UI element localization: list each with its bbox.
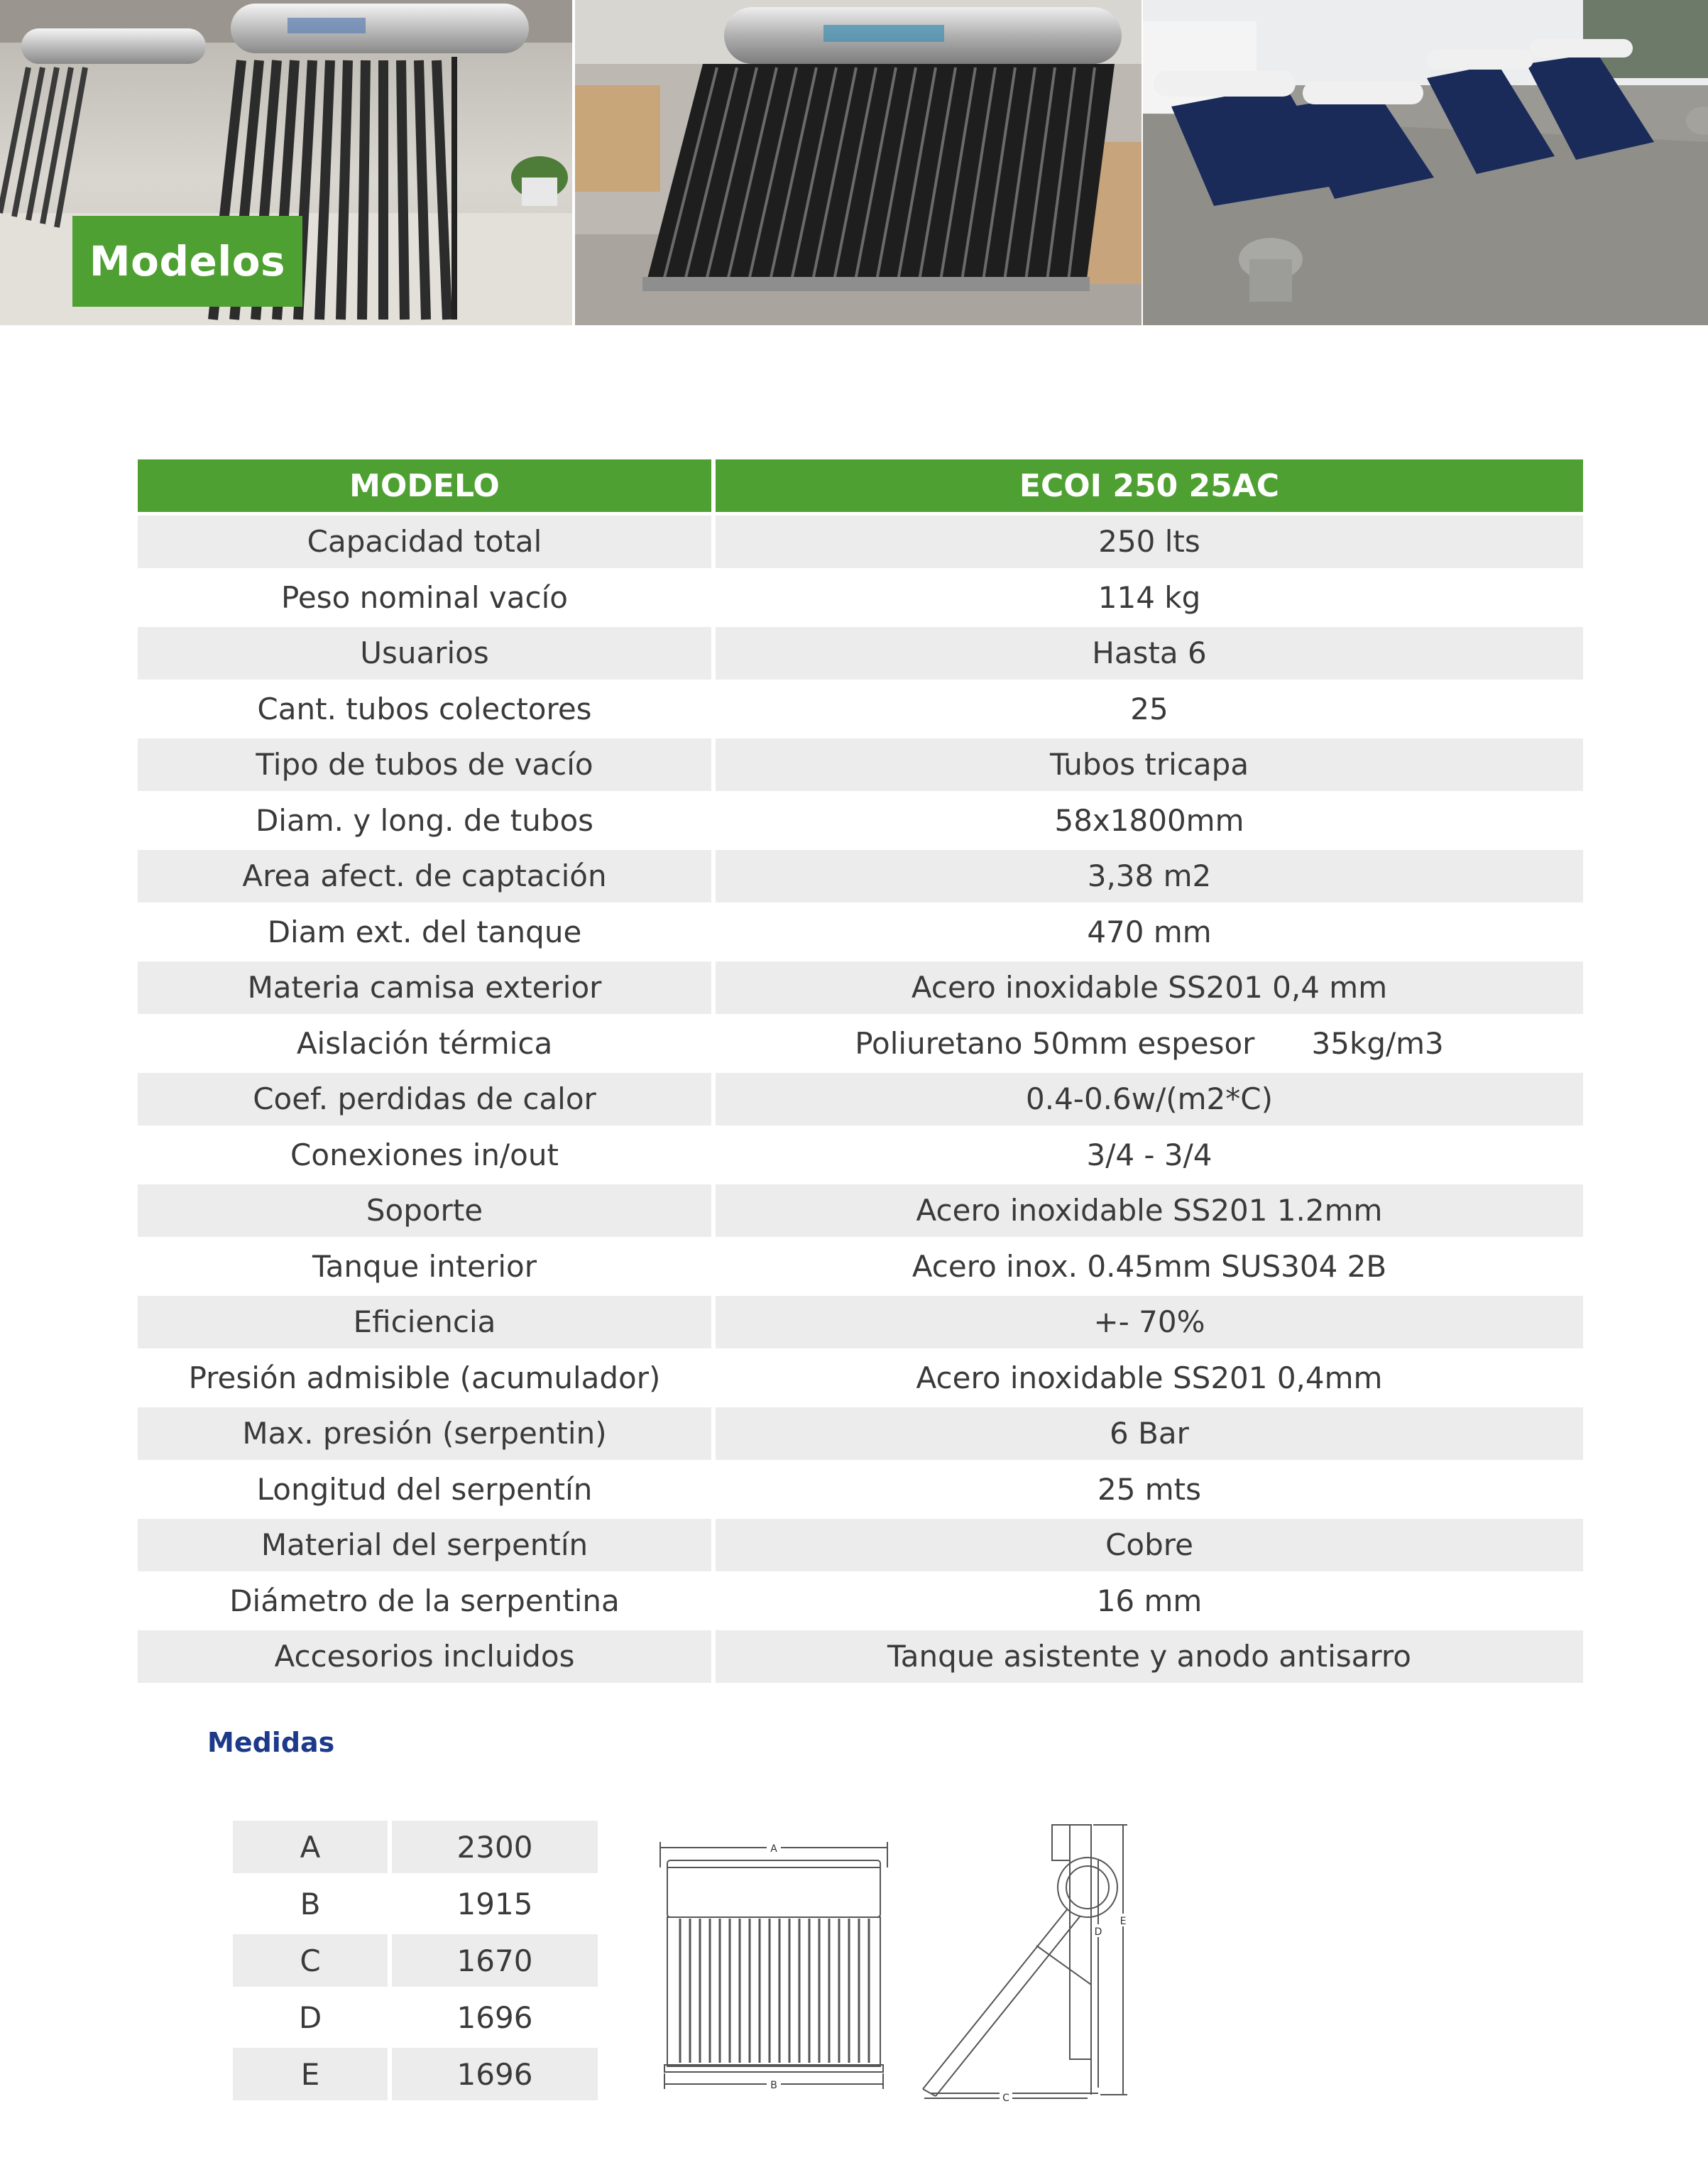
spec-label: Aislación térmica bbox=[296, 1025, 553, 1061]
table-row bbox=[138, 1073, 1583, 1129]
table-row bbox=[138, 905, 1583, 961]
table-row bbox=[138, 627, 1583, 683]
dimension-key: A bbox=[233, 1821, 388, 1873]
spec-label: Tanque interior bbox=[312, 1248, 537, 1284]
spec-value: Acero inoxidable SS201 1.2mm bbox=[716, 1184, 1583, 1237]
spec-value: 3/4 - 3/4 bbox=[1086, 1137, 1212, 1172]
table-row bbox=[138, 850, 1583, 906]
spec-label: Soporte bbox=[138, 1184, 711, 1237]
front-view-diagram bbox=[653, 1839, 894, 2102]
table-row bbox=[138, 1463, 1583, 1519]
table-row bbox=[138, 1240, 1583, 1296]
dimension-key: E bbox=[233, 2048, 388, 2100]
section-title-badge: Modelos bbox=[72, 216, 302, 307]
spec-value: 0.4-0.6w/(m2*C) bbox=[716, 1073, 1583, 1125]
spec-value: 58x1800mm bbox=[1054, 802, 1244, 838]
spec-value: 250 lts bbox=[716, 516, 1583, 568]
spec-value: Tubos tricapa bbox=[716, 738, 1583, 791]
spec-value: 114 kg bbox=[1097, 579, 1201, 615]
table-row bbox=[138, 1128, 1583, 1184]
spec-label: Coef. perdidas de calor bbox=[138, 1073, 711, 1125]
spec-label: Usuarios bbox=[138, 627, 711, 680]
dimension-key: C bbox=[233, 1934, 388, 1987]
table-row bbox=[233, 2048, 598, 2105]
spec-label: Diam ext. del tanque bbox=[267, 914, 582, 949]
spec-value: Acero inox. 0.45mm SUS304 2B bbox=[912, 1248, 1387, 1284]
table-row bbox=[138, 794, 1583, 850]
medidas-title: Medidas bbox=[207, 1727, 335, 1758]
solar-heater-warehouse-photo bbox=[575, 0, 1142, 325]
spec-label: Longitud del serpentín bbox=[256, 1471, 593, 1507]
dimension-label-e: E bbox=[1119, 1916, 1127, 1927]
spec-value: 25 bbox=[1130, 691, 1168, 726]
table-row bbox=[138, 1296, 1583, 1352]
spec-label: Diámetro de la serpentina bbox=[229, 1583, 620, 1618]
spec-value: 470 mm bbox=[1087, 914, 1212, 949]
table-row bbox=[138, 1351, 1583, 1407]
spec-value: 6 Bar bbox=[716, 1407, 1583, 1460]
spec-label: Material del serpentín bbox=[138, 1519, 711, 1571]
spec-label: Eficiencia bbox=[138, 1296, 711, 1348]
spec-header-label: MODELO bbox=[138, 459, 711, 512]
dimension-label-b: B bbox=[770, 2080, 777, 2091]
side-view-diagram bbox=[910, 1818, 1166, 2102]
spec-label: Conexiones in/out bbox=[290, 1137, 559, 1172]
table-row bbox=[138, 738, 1583, 795]
table-row bbox=[233, 1877, 598, 1934]
table-row bbox=[138, 1184, 1583, 1240]
spec-value: +- 70% bbox=[716, 1296, 1583, 1348]
table-row bbox=[233, 1991, 598, 2048]
spec-value: 3,38 m2 bbox=[716, 850, 1583, 902]
dimension-value: 1670 bbox=[392, 1934, 598, 1987]
spec-label: Accesorios incluidos bbox=[138, 1630, 711, 1683]
spec-label: Max. presión (serpentin) bbox=[138, 1407, 711, 1460]
table-row bbox=[138, 1519, 1583, 1575]
spec-value: 25 mts bbox=[1097, 1471, 1202, 1507]
dimension-label-d: D bbox=[1094, 1926, 1102, 1938]
solar-heater-rooftop-photo bbox=[1143, 0, 1708, 325]
spec-table-header bbox=[138, 457, 1583, 516]
spec-value: 16 mm bbox=[1096, 1583, 1203, 1618]
dimension-key: B bbox=[300, 1886, 321, 1921]
table-row bbox=[138, 1017, 1583, 1073]
spec-table bbox=[138, 457, 1583, 1686]
dimension-label-a: A bbox=[770, 1843, 777, 1855]
spec-label: Materia camisa exterior bbox=[138, 961, 711, 1014]
table-row bbox=[138, 1407, 1583, 1463]
dimension-value: 2300 bbox=[392, 1821, 598, 1873]
dimension-value: 1696 bbox=[456, 2000, 533, 2035]
table-row bbox=[138, 571, 1583, 627]
spec-label: Capacidad total bbox=[138, 516, 711, 568]
table-row bbox=[138, 961, 1583, 1018]
spec-label: Diam. y long. de tubos bbox=[255, 802, 594, 838]
spec-label: Tipo de tubos de vacío bbox=[138, 738, 711, 791]
dimension-key: D bbox=[298, 2000, 322, 2035]
table-row bbox=[138, 682, 1583, 738]
table-row bbox=[138, 1630, 1583, 1686]
spec-value: Acero inoxidable SS201 0,4mm bbox=[916, 1360, 1383, 1395]
dimension-value: 1915 bbox=[456, 1886, 533, 1921]
spec-value: Cobre bbox=[716, 1519, 1583, 1571]
spec-value: Acero inoxidable SS201 0,4 mm bbox=[716, 961, 1583, 1014]
header-photo-strip bbox=[0, 0, 1708, 325]
spec-value: Tanque asistente y anodo antisarro bbox=[716, 1630, 1583, 1683]
spec-value: Hasta 6 bbox=[716, 627, 1583, 680]
dimensions-table bbox=[233, 1821, 598, 2105]
dimension-label-c: C bbox=[1002, 2093, 1009, 2102]
spec-label: Cant. tubos colectores bbox=[257, 691, 592, 726]
spec-label: Area afect. de captación bbox=[138, 850, 711, 902]
table-row bbox=[138, 516, 1583, 572]
spec-header-model: ECOI 250 25AC bbox=[716, 459, 1583, 512]
spec-label: Presión admisible (acumulador) bbox=[188, 1360, 661, 1395]
spec-value: Poliuretano 50mm espesor 35kg/m3 bbox=[855, 1025, 1444, 1061]
table-row bbox=[233, 1934, 598, 1991]
spec-label: Peso nominal vacío bbox=[281, 579, 568, 615]
table-row bbox=[138, 1574, 1583, 1630]
dimension-value: 1696 bbox=[392, 2048, 598, 2100]
table-row bbox=[233, 1821, 598, 1877]
